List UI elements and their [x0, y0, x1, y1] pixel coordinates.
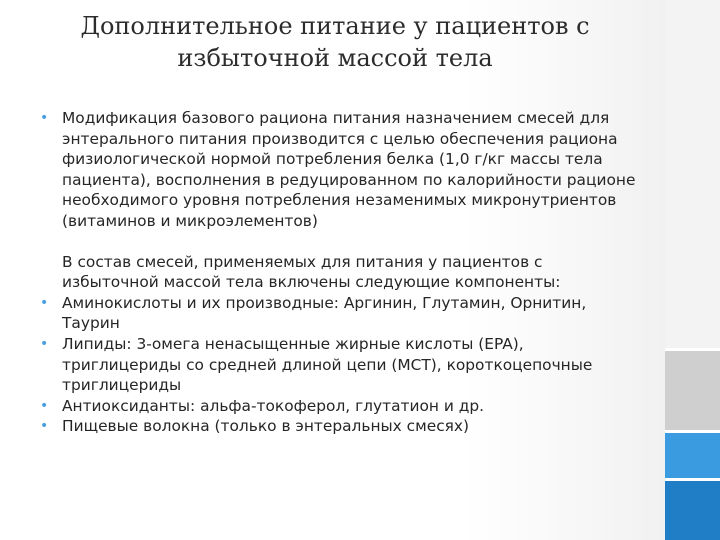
bullet-icon: • [40, 418, 49, 435]
bullet-text: Липиды: 3-омега ненасыщенные жирные кислоты (EPA), триглицериды со средней длиной цепи (MCT), короткоцепочные триглицериды [62, 334, 593, 395]
side-bar-divider [665, 348, 720, 351]
bullet-text: Аминокислоты и их производные: Аргинин, Глутамин, Орнитин, Таурин [62, 293, 587, 333]
bullet-text: Пищевые волокна (только в энтеральных смесях) [62, 417, 470, 436]
bullet-icon: • [40, 294, 49, 311]
side-bar-segment-light [665, 0, 720, 350]
bullet-text: Модификация базового рациона питания назначением смесей для энтерального питания производится с целью обеспечения рациона физиологической нормой потребления белка (1,0 г/кг массы тела пациента), восполнения в редуцированном по калорийности рационе необходимого уровня потребления незаменимых микронутриентов (витаминов и микроэлементов) [62, 109, 636, 230]
bullet-icon: • [40, 110, 49, 126]
bullet-icon: • [40, 335, 49, 352]
bullet-text: Антиоксиданты: альфа-токоферол, глутатион и др. [62, 396, 485, 415]
slide-title-line-1: Дополнительное питание у пациентов с [80, 12, 590, 40]
intro-paragraph [38, 252, 638, 293]
spacer [38, 232, 638, 252]
bullet-item-modification [38, 108, 638, 232]
intro-paragraph-text: В состав смесей, применяемых для питания у пациентов с избыточной массой тела включены следующие компоненты: [62, 252, 561, 292]
bullet-item-amino-acids [38, 293, 638, 334]
bullet-icon: • [40, 397, 49, 414]
bullet-item-lipids [38, 334, 638, 396]
side-bar-divider [665, 478, 720, 481]
side-bar-segment-dark-blue [665, 480, 720, 540]
side-bar-segment-gray [665, 350, 720, 432]
bullet-item-antioxidants [38, 396, 638, 417]
slide-title-line-2: избыточной массой тела [177, 44, 493, 72]
decorative-side-bar [665, 0, 720, 540]
slide-content [38, 108, 638, 437]
side-bar-divider [665, 430, 720, 433]
bullet-item-dietary-fiber [38, 416, 638, 437]
side-bar-segment-blue [665, 432, 720, 480]
slide-title [40, 10, 630, 74]
